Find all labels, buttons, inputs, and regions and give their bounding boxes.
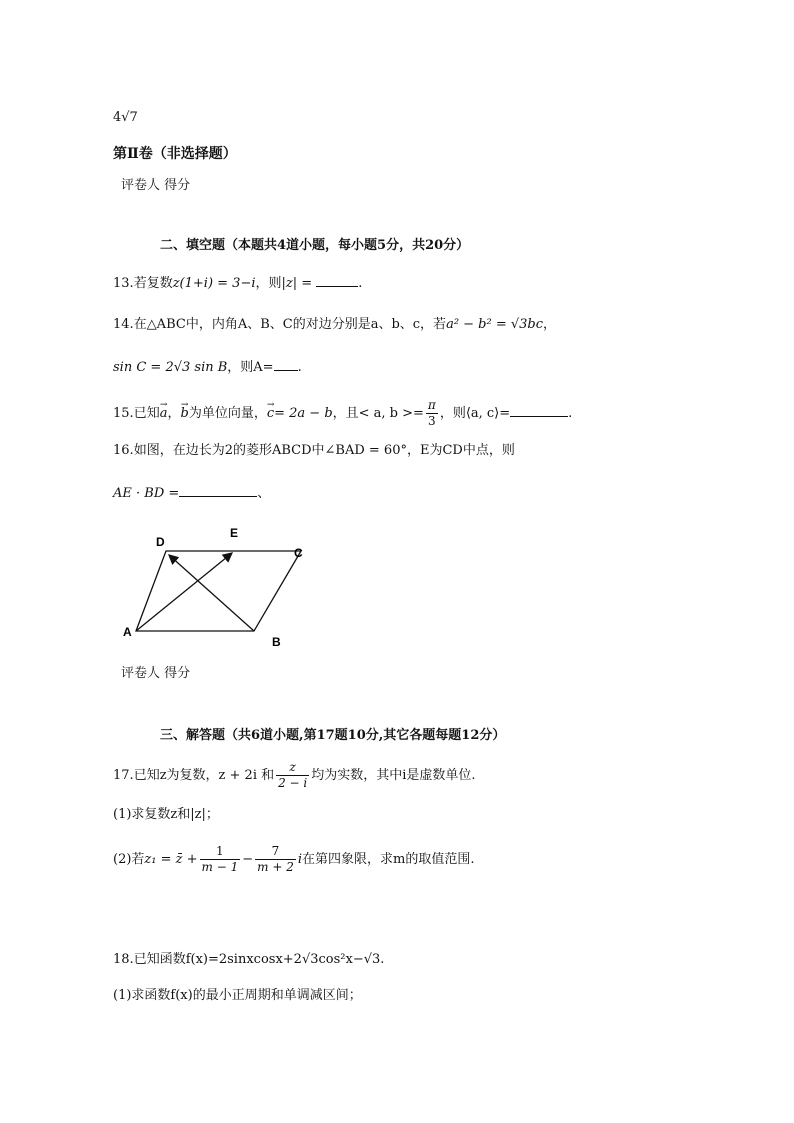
question-text: 在第四象限，求m的取值范围. — [302, 852, 475, 867]
question-text: 如图，在边长为2的菱形ABCD中∠BAD = 60°，E为CD中点，则 — [133, 443, 515, 458]
question-text: ，且< a, b >= — [332, 406, 424, 421]
question-text: ， — [543, 317, 557, 332]
section-title: 第Ⅱ卷（非选择题） — [113, 146, 237, 162]
fraction-numerator: π — [427, 398, 436, 412]
question-text: 若复数 — [133, 276, 173, 291]
math-expression: z(1+i) = 3−i — [172, 276, 256, 291]
question-number: 15. — [113, 406, 134, 421]
question-text: ，则A= — [227, 360, 274, 375]
fraction-numerator: 7 — [255, 844, 296, 860]
question-end: . — [568, 406, 573, 421]
question-end: . — [358, 276, 363, 291]
fraction-7-over-m-plus-2 — [255, 844, 296, 875]
question-number: 17. — [113, 768, 134, 783]
top-value: 4√7 — [113, 110, 138, 125]
math-expression: a² − b² = √3bc — [446, 317, 544, 332]
question-end: 、 — [257, 486, 271, 501]
math-expression: z₁ = z̄ + — [144, 852, 198, 867]
label-B: B — [272, 635, 281, 649]
question-17-part-1: (1)求复数z和|z|； — [113, 807, 219, 822]
label-D: D — [156, 535, 165, 549]
fraction-denominator: m − 1 — [201, 860, 239, 874]
question-number: 14. — [113, 317, 134, 332]
question-text: 已知 — [133, 406, 160, 421]
question-text: 已知z为复数，z + 2i 和 — [133, 768, 275, 783]
grader-label: 评卷人 得分 — [121, 178, 191, 193]
rhombus-diagram — [118, 522, 318, 652]
vector-a: → a — [160, 404, 168, 424]
question-text: ， — [167, 406, 181, 421]
math-expression: sin C = 2√3 sin B — [113, 360, 228, 375]
solve-header: 三、解答题（共6道小题,第17题10分,其它各题每题12分） — [160, 728, 506, 743]
question-14-line-1 — [113, 315, 556, 335]
fraction-denominator: m + 2 — [257, 860, 294, 874]
fraction-pi-over-3 — [426, 398, 438, 429]
math-operator: − — [242, 852, 254, 867]
math-expression: AE · BD = — [113, 486, 180, 501]
vector-b: → b — [180, 404, 188, 424]
question-13 — [113, 274, 362, 294]
fraction-numerator: z — [276, 760, 309, 776]
math-expression: = 2a − b — [274, 406, 333, 421]
question-text: 为单位向量， — [188, 406, 267, 421]
fraction-denominator: 3 — [428, 414, 436, 428]
question-text: 已知函数f(x)=2sinxcosx+2√3cos²x−√3. — [133, 952, 385, 967]
math-expression: |z| = — [281, 276, 313, 291]
question-16-line-2 — [113, 484, 270, 504]
question-end: . — [297, 360, 302, 375]
question-14-line-2 — [113, 358, 302, 378]
fraction-z-over-2-minus-i — [276, 760, 309, 791]
fraction-denominator: 2 − i — [278, 776, 308, 790]
answer-blank[interactable] — [510, 404, 568, 417]
question-text: (2)若 — [113, 852, 145, 867]
imaginary-unit: i — [297, 852, 302, 867]
rhombus-outline — [136, 551, 301, 631]
question-text: ，则⟨a, c⟩= — [439, 406, 511, 421]
question-16-line-1 — [113, 441, 515, 461]
answer-blank[interactable] — [316, 274, 358, 287]
label-E: E — [230, 526, 239, 540]
question-17-part-2 — [113, 844, 474, 875]
question-18 — [113, 950, 384, 970]
question-17 — [113, 760, 476, 791]
fill-in-header: 二、填空题（本题共4道小题，每小题5分，共20分） — [160, 238, 470, 253]
question-18-part-1: (1)求函数f(x)的最小正周期和单调减区间； — [113, 988, 362, 1003]
question-text: 在△ABC中，内角A、B、C的对边分别是a、b、c，若 — [133, 317, 447, 332]
label-C: C — [294, 546, 303, 560]
answer-blank[interactable] — [274, 358, 298, 371]
answer-blank[interactable] — [179, 484, 257, 497]
question-number: 16. — [113, 443, 134, 458]
grader-label: 评卷人 得分 — [121, 666, 191, 681]
question-number: 18. — [113, 952, 134, 967]
question-number: 13. — [113, 276, 134, 291]
vector-c: → c — [267, 404, 274, 424]
rhombus-figure — [118, 522, 318, 656]
question-text: 均为实数，其中i是虚数单位. — [311, 768, 476, 783]
label-A: A — [123, 625, 132, 639]
fraction-numerator: 1 — [200, 844, 241, 860]
fraction-1-over-m-minus-1 — [200, 844, 241, 875]
question-text: ，则 — [255, 276, 282, 291]
question-15 — [113, 398, 572, 429]
